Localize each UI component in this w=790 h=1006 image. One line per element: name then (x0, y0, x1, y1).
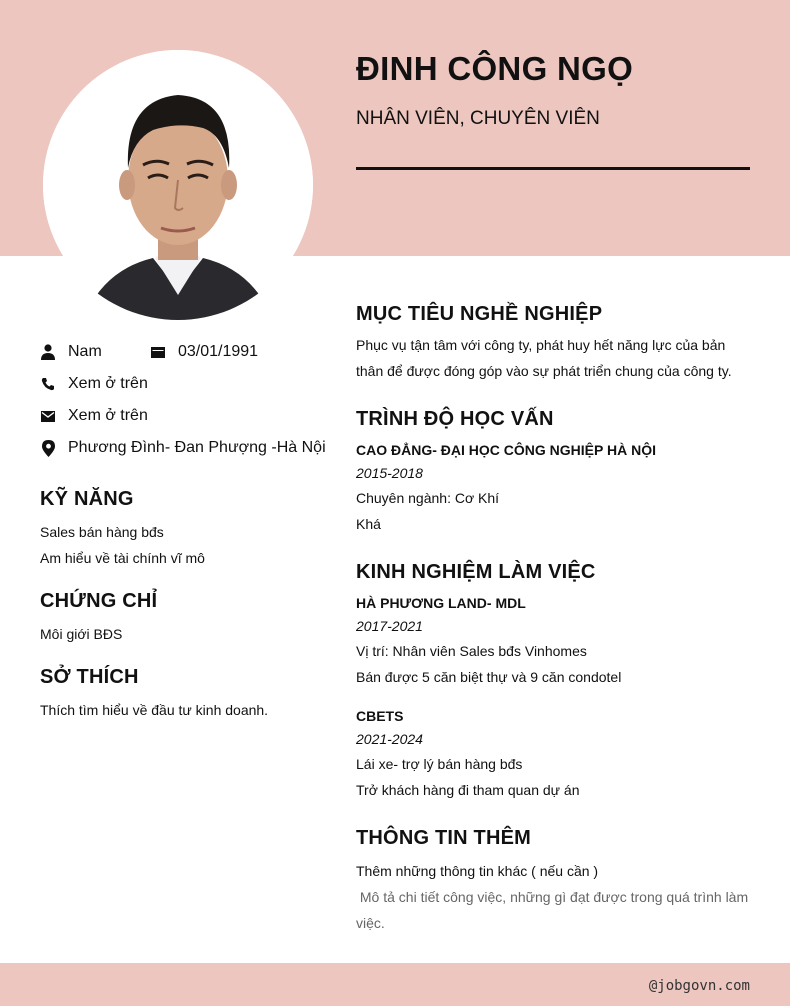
education-grade: Khá (356, 516, 381, 532)
job-detail: Lái xe- trợ lý bán hàng bđs (356, 756, 523, 772)
skill-item: Am hiểu về tài chính vĩ mô (40, 550, 205, 566)
hobbies-heading: SỞ THÍCH (40, 666, 139, 688)
watermark-text: @jobgovn.com (648, 978, 750, 994)
job-detail: Bán được 5 căn biệt thự và 9 căn condotel (356, 669, 622, 685)
email-row (40, 407, 148, 425)
objective-heading: MỤC TIÊU NGHỀ NGHIỆP (356, 303, 603, 325)
skills-heading: KỸ NĂNG (40, 488, 134, 510)
education-major: Chuyên ngành: Cơ Khí (356, 490, 500, 506)
phone-icon (40, 376, 56, 392)
extra-line: Thêm những thông tin khác ( nếu cần ) (356, 863, 599, 879)
skill-item: Sales bán hàng bđs (40, 524, 164, 540)
location-pin-icon (40, 440, 56, 456)
job-company: CBETS (356, 708, 404, 724)
candidate-name: ĐINH CÔNG NGỌ (356, 50, 634, 87)
education-heading: TRÌNH ĐỘ HỌC VẤN (356, 408, 554, 430)
gender-row (40, 343, 102, 361)
address-row (40, 439, 326, 457)
extra-description: Mô tả chi tiết công việc, những gì đạt được trong quá trình làm việc. (356, 889, 753, 931)
phone-value: Xem ở trên (68, 375, 148, 392)
candidate-title: NHÂN VIÊN, CHUYÊN VIÊN (356, 108, 600, 129)
gender-value: Nam (68, 343, 102, 360)
extra-heading: THÔNG TIN THÊM (356, 827, 532, 849)
address-value: Phương Đình- Đan Phượng -Hà Nội (68, 439, 326, 456)
experience-heading: KINH NGHIỆM LÀM VIỆC (356, 561, 596, 583)
phone-row (40, 375, 148, 393)
job-detail: Vị trí: Nhân viên Sales bđs Vinhomes (356, 643, 587, 659)
calendar-icon (150, 344, 166, 360)
job-period: 2021-2024 (356, 731, 423, 747)
dob-value: 03/01/1991 (178, 343, 259, 360)
profile-photo (43, 50, 313, 320)
dob-row (150, 343, 258, 361)
education-school: CAO ĐẲNG- ĐẠI HỌC CÔNG NGHIỆP HÀ NỘI (356, 442, 656, 458)
job-detail: Trở khách hàng đi tham quan dự án (356, 782, 580, 798)
job-company: HÀ PHƯƠNG LAND- MDL (356, 595, 526, 611)
envelope-icon (40, 408, 56, 424)
hobby-item: Thích tìm hiểu về đầu tư kinh doanh. (40, 702, 269, 718)
email-value: Xem ở trên (68, 407, 148, 424)
education-period: 2015-2018 (356, 465, 423, 481)
certificate-item: Môi giới BĐS (40, 626, 123, 642)
job-period: 2017-2021 (356, 618, 423, 634)
certificates-heading: CHỨNG CHỈ (40, 590, 158, 612)
person-icon (40, 344, 56, 360)
header-divider (356, 167, 750, 170)
objective-text: Phục vụ tận tâm với công ty, phát huy hết năng lực của bản thân để được đóng góp vào sự phát triển chung của công ty. (356, 337, 732, 379)
